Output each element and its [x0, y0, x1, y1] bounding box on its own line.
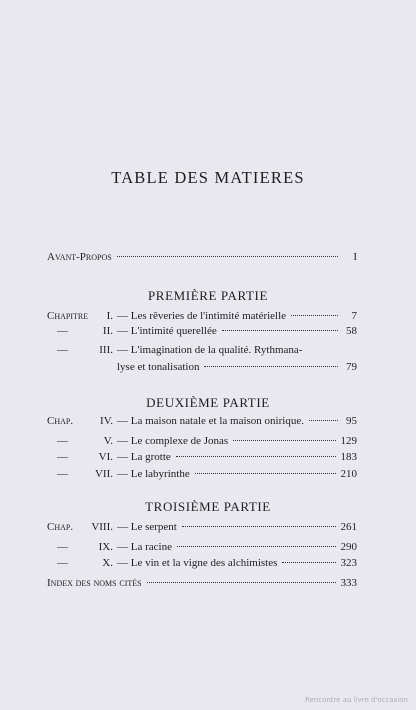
entry-text-continued: lyse et tonalisation — [117, 361, 200, 373]
toc-entry — [47, 467, 357, 481]
dot-leader — [309, 420, 338, 421]
part-heading: PREMIÈRE PARTIE — [147, 288, 269, 303]
dot-leader — [177, 546, 336, 547]
toc-entry-continuation — [117, 360, 357, 374]
toc-entry — [47, 324, 357, 338]
entry-text: — Le serpent — [117, 521, 177, 533]
entry-prefix: — — [57, 325, 68, 337]
dot-leader — [147, 582, 336, 583]
entry-number: I. — [106, 310, 113, 322]
entry-page: I — [353, 251, 357, 263]
dot-leader — [204, 366, 338, 367]
part-heading: DEUXIÈME PARTIE — [146, 395, 270, 410]
dot-leader — [291, 315, 338, 316]
dot-leader — [182, 526, 336, 527]
entry-text: Avant-Propos — [47, 251, 112, 263]
toc-entry — [47, 343, 357, 357]
entry-number: X. — [102, 557, 113, 569]
toc-entry — [47, 434, 357, 448]
entry-text: — L'imagination de la qualité. Rythmana- — [117, 344, 303, 356]
entry-prefix: — — [57, 451, 68, 463]
entry-page: 323 — [340, 557, 357, 569]
toc-entry-avant-propos — [47, 250, 357, 264]
entry-page: 95 — [346, 415, 357, 427]
dot-leader — [117, 256, 338, 257]
toc-entry — [47, 309, 357, 323]
entry-page: 210 — [340, 468, 357, 480]
dot-leader — [195, 473, 336, 474]
entry-text: — La grotte — [117, 451, 171, 463]
toc-entry — [47, 520, 357, 534]
entry-prefix: — — [57, 557, 68, 569]
toc-entry — [47, 450, 357, 464]
entry-page: 58 — [346, 325, 357, 337]
entry-prefix: — — [57, 344, 68, 356]
entry-page: 290 — [340, 541, 357, 553]
entry-text: Index des noms cités — [47, 577, 142, 589]
entry-text: — Le complexe de Jonas — [117, 435, 229, 447]
dot-leader — [222, 330, 338, 331]
entry-text: — Le vin et la vigne des alchimistes — [117, 557, 278, 569]
toc-entry — [47, 540, 357, 554]
entry-prefix: — — [57, 468, 68, 480]
entry-text: — Le labyrinthe — [117, 468, 190, 480]
toc-entry — [47, 556, 357, 570]
dot-leader — [282, 562, 335, 563]
entry-page: 129 — [340, 435, 357, 447]
entry-prefix: — — [57, 541, 68, 553]
toc-entry-index — [47, 576, 357, 590]
entry-page: 183 — [340, 451, 357, 463]
entry-number: II. — [102, 325, 113, 337]
part-heading: TROISIÈME PARTIE — [145, 499, 271, 514]
watermark: Rencontre au livre d'occasion — [304, 696, 408, 704]
toc-title: TABLE DES MATIERES — [111, 168, 305, 187]
dot-leader — [233, 440, 335, 441]
entry-prefix: Chap. — [47, 415, 74, 427]
dot-leader — [176, 456, 336, 457]
entry-page: 261 — [340, 521, 357, 533]
toc-entry — [47, 414, 357, 428]
entry-text: — L'intimité querellée — [117, 325, 217, 337]
entry-number: VI. — [98, 451, 113, 463]
entry-page: 79 — [346, 361, 357, 373]
entry-number: VIII. — [91, 521, 113, 533]
entry-page: 333 — [340, 577, 357, 589]
entry-prefix: Chap. — [47, 521, 74, 533]
entry-number: V. — [103, 435, 113, 447]
entry-prefix: Chapitre — [47, 310, 89, 322]
entry-text: — La racine — [117, 541, 172, 553]
entry-page: 7 — [351, 310, 357, 322]
entry-number: IX. — [98, 541, 113, 553]
entry-number: VII. — [94, 468, 113, 480]
entry-number: III. — [99, 344, 113, 356]
entry-text: — La maison natale et la maison onirique. — [117, 415, 304, 427]
entry-prefix: — — [57, 435, 68, 447]
entry-text: — Les rêveries de l'intimité matérielle — [117, 310, 287, 322]
entry-number: IV. — [100, 415, 113, 427]
